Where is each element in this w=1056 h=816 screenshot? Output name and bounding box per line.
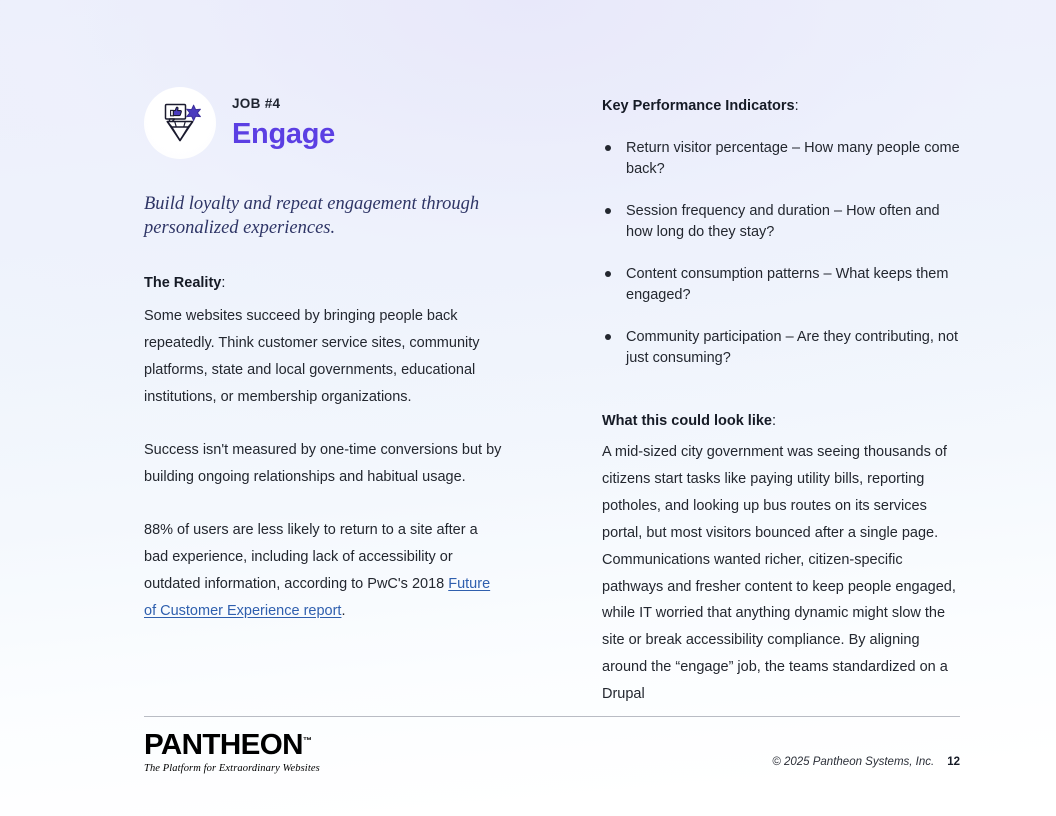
- page-content: [144, 84, 960, 708]
- bullet-icon: [605, 334, 611, 340]
- list-item: [602, 138, 964, 180]
- case-study-paragraph: A mid-sized city government was seeing thousands of citizens start tasks like paying utility bills, reporting potholes, and looking up bus routes on its services portal, but most visitors bounced after a single page. Communications wanted richer, citizen-specific pathways and fresher content to keep people engaged, while IT worried that anything dynamic might slow the site or break accessibility compliance. By aligning around the “engage” job, the teams standardized on a Drupal: [602, 444, 956, 703]
- job-name: Engage: [232, 117, 335, 150]
- kpi-heading-colon: :: [794, 98, 799, 114]
- list-item: [602, 327, 964, 369]
- bullet-icon: [605, 271, 611, 277]
- kpi-item-text: Content consumption patterns – What keeps them engaged?: [626, 266, 949, 303]
- what-heading-text: What this could look like: [602, 413, 772, 429]
- stat-paragraph: [144, 517, 504, 625]
- footer-meta: [772, 756, 960, 774]
- future-of-customer-experience-link[interactable]: Future of Customer Experience report: [144, 576, 491, 620]
- kpi-heading: [602, 98, 964, 114]
- pantheon-wordmark-text: PANTHEON: [144, 729, 303, 761]
- reality-heading-text: The Reality: [144, 275, 222, 292]
- diamond-thumbsup-star-icon: [144, 87, 216, 159]
- right-column: [602, 84, 964, 708]
- kpi-heading-text: Key Performance Indicators: [602, 98, 795, 114]
- bullet-icon: [605, 145, 611, 151]
- list-item: [602, 201, 964, 243]
- kpi-item-text: Return visitor percentage – How many people come back?: [626, 140, 960, 177]
- pantheon-logo: [144, 731, 320, 774]
- stat-text-before-link: 88% of users are less likely to return to a site after a bad experience, including lack of accessibility or outdated information, according to PwC's 2018: [144, 522, 478, 593]
- job-title-wrap: [232, 97, 335, 149]
- kpi-item-text: Community participation – Are they contributing, not just consuming?: [626, 329, 959, 366]
- footer-divider: [144, 716, 960, 717]
- footer-inner: [144, 731, 960, 774]
- left-column: [144, 84, 544, 708]
- copyright-text: © 2025 Pantheon Systems, Inc.: [772, 756, 935, 768]
- what-this-could-look-like-heading: [602, 413, 964, 429]
- job-tagline: Build loyalty and repeat engagement through personalized experiences.: [144, 194, 480, 238]
- bullet-icon: [605, 208, 611, 214]
- what-heading-colon: :: [772, 413, 777, 429]
- list-item: [602, 264, 964, 306]
- reality-paragraph-2: Success isn't measured by one-time conversions but by building ongoing relationships and habitual usage.: [144, 442, 502, 486]
- reality-heading: [144, 275, 544, 291]
- reality-paragraph-1: Some websites succeed by bringing people back repeatedly. Think customer service sites, community platforms, state and local governments, educational institutions, or membership organizations.: [144, 308, 480, 406]
- job-label: JOB #4: [232, 96, 281, 112]
- reality-heading-colon: :: [221, 275, 226, 292]
- kpi-list: [602, 138, 964, 369]
- trademark-icon: ™: [302, 735, 313, 746]
- page-footer: [144, 716, 960, 774]
- kpi-item-text: Session frequency and duration – How often and how long do they stay?: [626, 203, 940, 240]
- job-header: [144, 84, 544, 162]
- page-number: 12: [947, 756, 960, 768]
- stat-text-after-link: .: [341, 603, 346, 620]
- pantheon-wordmark: [144, 731, 323, 760]
- pantheon-tagline: The Platform for Extraordinary Websites: [144, 763, 320, 774]
